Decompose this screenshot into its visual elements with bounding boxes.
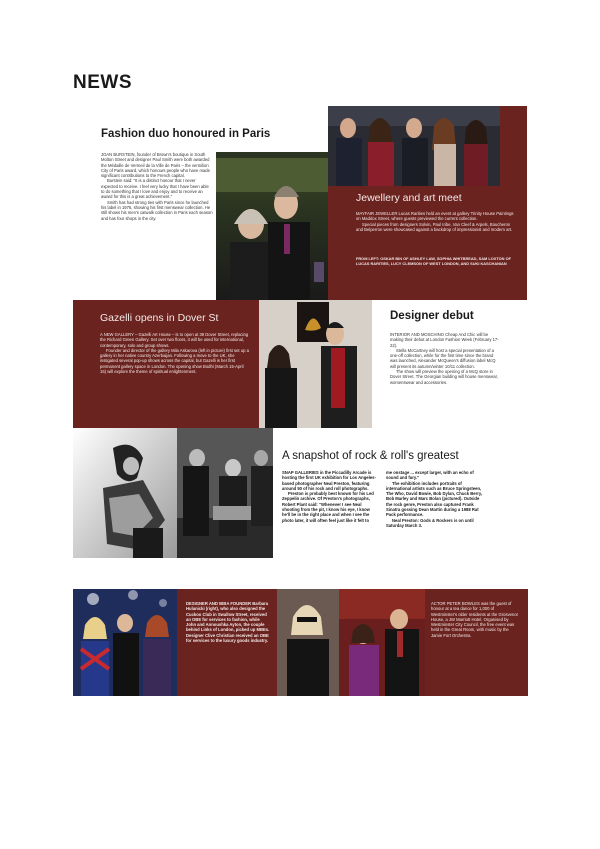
rock-body-column-2 bbox=[386, 470, 486, 528]
designer-paragraph: INTERIOR AND MOSCHINO Cheap And Chic will be making their debut at London Fashion Week (February 17-22). bbox=[390, 332, 499, 348]
rock-headline: A snapshot of rock & roll's greatest bbox=[282, 450, 459, 462]
obe-block bbox=[177, 589, 277, 696]
actor-body: ACTOR PETER BOWLES was the guest of honour at a tea dance for 1,000 of Westminster's older residents at the Grosvenor House, a JW Marriott Hotel. Organised by Westminster City Council, the free event was held in the Great Room, with music by the Jamie Fort Orchestra. bbox=[431, 601, 519, 638]
hulanicki-photo bbox=[277, 589, 339, 696]
actor-block bbox=[425, 589, 528, 696]
gazelli-paragraph: Founder and director of the gallery Mila Askarova (left in picture) first set up a gallery in her native country Azerbaijan. Following a move to the UK, she instigated several pop-up shows across the capital, but Gazelli is her first permanent gallery space in London. The opening show Bodhi (March 15-April 15) will explore the theme of spiritual enlightenment. bbox=[100, 347, 249, 375]
hulanicki-photo-illustration bbox=[277, 589, 339, 696]
gazelli-photo bbox=[259, 300, 372, 428]
jewellery-body bbox=[356, 211, 516, 232]
obe-body: DESIGNER AND BIBA FOUNDER Barbara Hulanicki (right), who also designed the Cuckoo Club in Swallow Street, received an OBE for services to fashion, while John and Annoushka Ayton, the couple behind Links of London, picked up MBEs. Designer Clive Christian received an OBE for services to the luxury goods industry. bbox=[186, 601, 270, 644]
rock-paragraph: Preston is probably best known for his Led Zeppelin archive. Of Preston's photographs, Robert Plant said: "Whenever I see Neal shooting from the pit, I know his eye, I know he'll be in the right place and when I see the photo later, it will often feel just like it felt to bbox=[282, 491, 374, 523]
page-title: NEWS bbox=[73, 72, 132, 93]
jewellery-caption: FROM LEFT: OSKAR BIN OF ASHLEY LAW, SOPHIA WHITBREAD, SAM LOXTON OF LUCAS RARITIES, LUCY CLEMSON OF WEST LONDON, AND SUKI KASCHANIAN bbox=[356, 256, 511, 267]
paris-paragraph: Burstein said: "It is a distinct honour that I never expected to receive. I feel very lucky that I have been able to do something that I love and enjoy and to receive an award for this is a great achievement." bbox=[101, 178, 209, 200]
paris-photo bbox=[216, 152, 328, 300]
gazelli-body bbox=[100, 332, 250, 374]
rock-photo-right-illustration bbox=[177, 428, 273, 558]
rock-photo-right bbox=[177, 428, 273, 558]
jewellery-paragraph: Special pieces from designers Solvin, Paul Iribe, Van Cleef & Arpels, Boucheron and Belperron were showcased against a backdrop of impressionist and modern art. bbox=[356, 221, 513, 232]
gazelli-paragraph: A NEW GALLERY – Gazelli Art House – is to open at 39 Dover Street, replacing the Richard Green Gallery. Set over two floors, it will be used for international, contemporary, solo and group shows. bbox=[100, 332, 249, 348]
jewellery-headline: Jewellery and art meet bbox=[356, 192, 462, 204]
rock-paragraph: The exhibition includes portraits of international artists such as Bruce Springsteen, The Who, David Bowie, Bob Dylan, Chuck Berry, Bob Marley and Marc Bolan (pictured). Outside the rock genre, Preston also captured Frank Sinatra gossing Dean Martin during a 1988 Rat Pack performance. bbox=[386, 480, 483, 518]
rock-photo-left bbox=[73, 428, 177, 558]
designer-paragraph: Stella McCartney will host a special presentation of a one-off collection, while for the first time since the brand was launched, Alexander McQueen's diffusion label McQ will present its autumn/winter 10/11 collection. bbox=[390, 347, 496, 369]
paris-headline: Fashion duo honoured in Paris bbox=[101, 128, 271, 140]
bowles-photo bbox=[339, 589, 425, 696]
paris-paragraph: JOAN BURSTEIN, founder of Brown's boutique in South Molton Street and designer Paul Smith were both awarded the Médaille de Vermeil de la Ville de Paris – the vermilion City of Paris award, which honours people who have made significant contributions to the French capital. bbox=[101, 152, 210, 179]
paris-photo-illustration bbox=[216, 152, 328, 300]
designer-headline: Designer debut bbox=[390, 310, 474, 322]
gazelli-headline: Gazelli opens in Dover St bbox=[100, 312, 219, 324]
obe-photo bbox=[73, 589, 177, 696]
obe-photo-illustration bbox=[73, 589, 177, 696]
paris-paragraph: Smith has had strong ties with Paris since he launched his label in 1976, showing his first menswear collection. He still shows his men's catwalk collection in Paris each season and has four shops in the city. bbox=[101, 199, 213, 221]
gazelli-block bbox=[73, 300, 259, 428]
rock-photo-left-illustration bbox=[73, 428, 177, 558]
rock-paragraph: me onstage ... except larger, with an echo of sound and fury." bbox=[386, 470, 474, 481]
jewellery-paragraph: MAYFAIR JEWELLER Lucas Rarities held an event at gallery Trinity House Paintings on Maddox Street, where guests previewed the current collection. bbox=[356, 211, 514, 222]
rock-paragraph: Neal Preston: Gods & Rockers is on until Saturday March 3. bbox=[386, 517, 474, 528]
bowles-photo-illustration bbox=[339, 589, 425, 696]
rock-body-column-1 bbox=[282, 470, 378, 523]
rock-paragraph: SNAP GALLERIES in the Piccadilly Arcade is hosting the first UK exhibition for Los Angeles-based photographer Neal Preston, featuring around 50 of his rock and roll photographs. bbox=[282, 470, 376, 491]
designer-paragraph: The show will preview the opening of a McQ store in Dover Street. The Georgian building will house menswear, womenswear and accessories. bbox=[390, 369, 498, 385]
jewellery-photo bbox=[328, 106, 500, 186]
designer-body bbox=[390, 332, 500, 385]
gazelli-photo-illustration bbox=[259, 300, 372, 428]
jewellery-block bbox=[328, 106, 527, 300]
jewellery-photo-illustration bbox=[328, 106, 500, 186]
paris-body bbox=[101, 152, 213, 221]
